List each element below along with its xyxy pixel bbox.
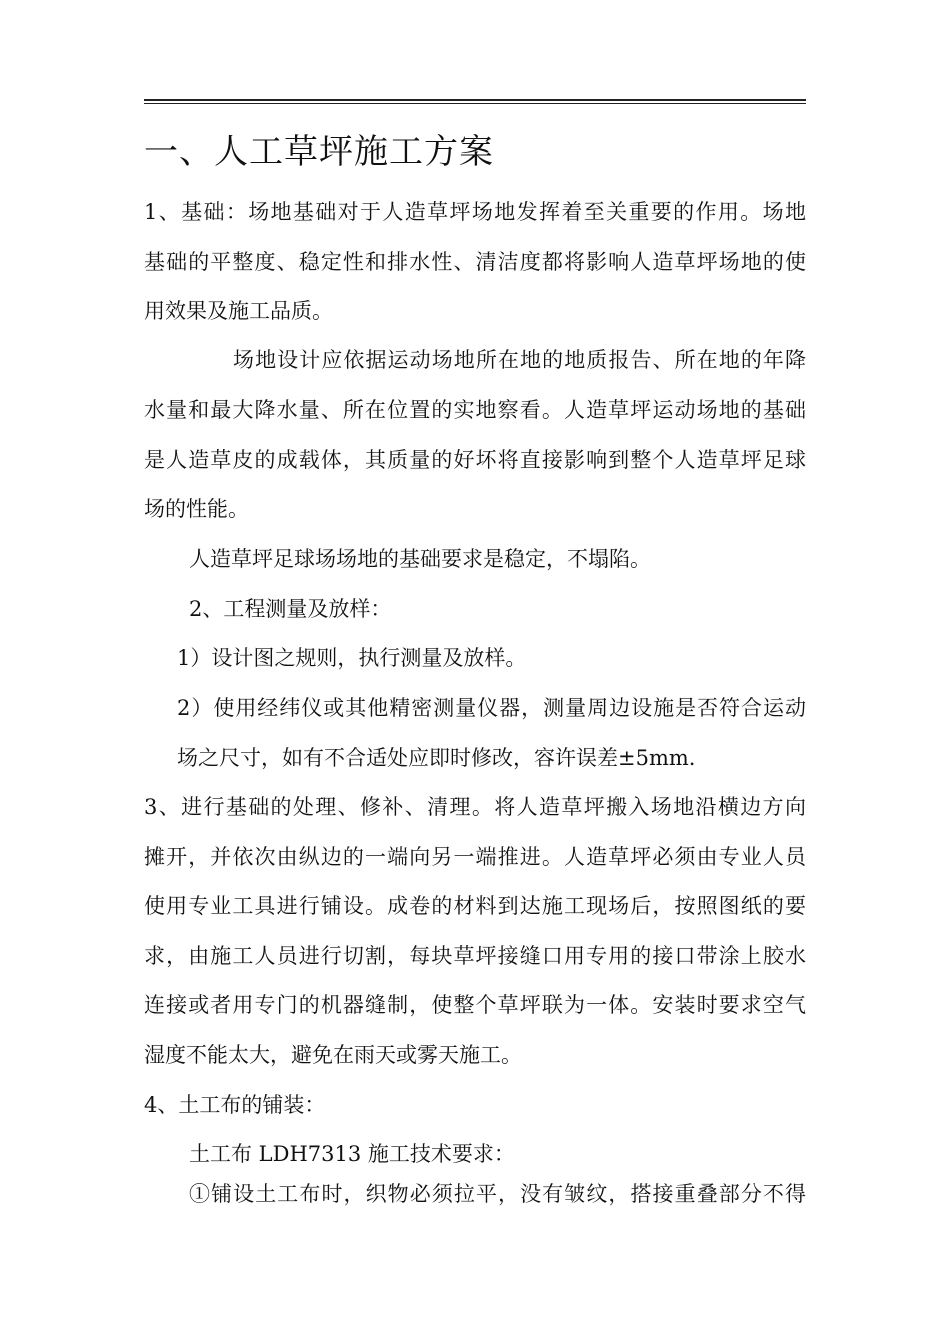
paragraph-line: 人造草坪足球场场地的基础要求是稳定，不塌陷。: [189, 547, 651, 571]
paragraph-line: 用效果及施工品质。: [144, 299, 333, 323]
paragraph-line: 使用专业工具进行铺设。成卷的材料到达施工现场后，按照图纸的要: [144, 894, 806, 918]
header-rule: [144, 99, 806, 101]
list-item: ①铺设土工布时，织物必须拉平，没有皱纹，搭接重叠部分不得: [189, 1182, 806, 1206]
list-item: 2）使用经纬仪或其他精密测量仪器，测量周边设施是否符合运动: [177, 696, 806, 720]
paragraph-line: 求，由施工人员进行切割，每块草坪接缝口用专用的接口带涂上胶水: [144, 944, 806, 968]
paragraph-line: 是人造草皮的成载体，其质量的好坏将直接影响到整个人造草坪足球: [144, 448, 806, 472]
paragraph-line: 1、基础：场地基础对于人造草坪场地发挥着至关重要的作用。场地: [144, 200, 806, 224]
paragraph-line: 3、进行基础的处理、修补、清理。将人造草坪搬入场地沿横边方向: [144, 795, 806, 819]
header-rule-thin: [144, 103, 806, 104]
paragraph-line: 基础的平整度、稳定性和排水性、清洁度都将影响人造草坪场地的使: [144, 250, 806, 274]
list-item: 1）设计图之规则，执行测量及放样。: [177, 646, 527, 670]
paragraph-line: 连接或者用专门的机器缝制，使整个草坪联为一体。安装时要求空气: [144, 993, 806, 1017]
subsection-heading: 2、工程测量及放样：: [189, 597, 392, 621]
paragraph-line: 场的性能。: [144, 497, 249, 521]
paragraph-line: 摊开，并依次由纵边的一端向另一端推进。人造草坪必须由专业人员: [144, 845, 806, 869]
section-heading: 一、人工草坪施工方案: [144, 132, 494, 172]
subsection-heading: 4、土工布的铺装：: [144, 1093, 326, 1117]
paragraph-line: 湿度不能太大，避免在雨天或雾天施工。: [144, 1043, 522, 1067]
paragraph-line: 场地设计应依据运动场地所在地的地质报告、所在地的年降: [233, 348, 806, 372]
paragraph-line: 土工布 LDH7313 施工技术要求：: [189, 1142, 515, 1166]
paragraph-line: 水量和最大降水量、所在位置的实地察看。人造草坪运动场地的基础: [144, 398, 806, 422]
list-item-continued: 场之尺寸，如有不合适处应即时修改，容许误差±5mm.: [177, 746, 696, 770]
